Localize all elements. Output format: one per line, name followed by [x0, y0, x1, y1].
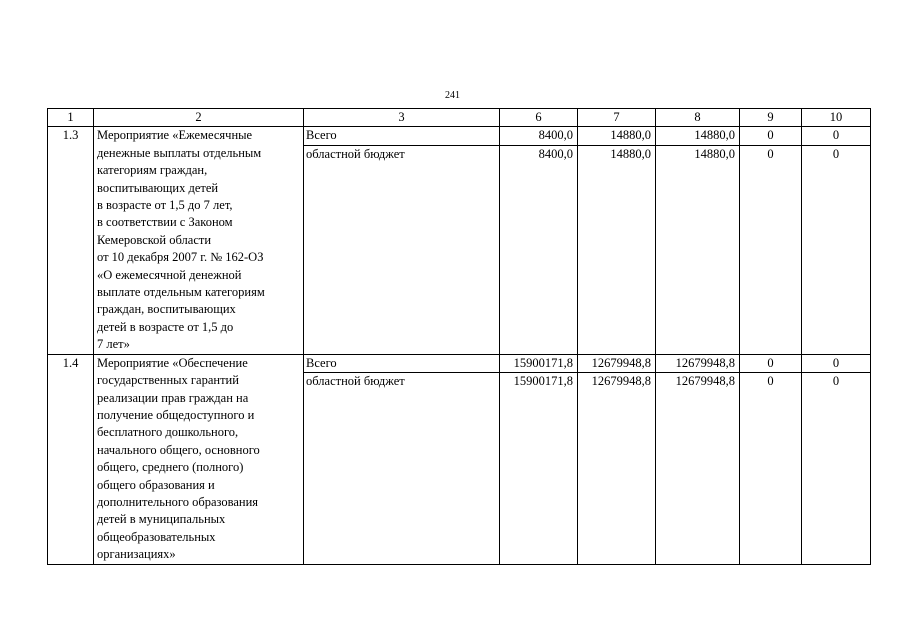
value-cell: 0: [740, 373, 802, 564]
value-cell: 0: [802, 145, 871, 354]
table-row: [48, 354, 871, 373]
header-cell: 10: [802, 109, 871, 127]
value-cell: 14880,0: [656, 145, 740, 354]
value-cell: 0: [740, 354, 802, 373]
value-cell: 0: [740, 127, 802, 146]
page-number: 241: [445, 90, 460, 101]
program-table: [47, 108, 871, 565]
header-cell: 8: [656, 109, 740, 127]
row-id: 1.4: [48, 354, 94, 564]
source-label: Всего: [304, 127, 500, 146]
header-cell: 1: [48, 109, 94, 127]
value-cell: 12679948,8: [656, 354, 740, 373]
value-cell: 14880,0: [578, 145, 656, 354]
row-description: Мероприятие «Ежемесячные денежные выплаты отдельным категориям граждан, воспитывающих детей в возрасте от 1,5 до 7 лет, в соответствии с Законом Кемеровской области от 10 декабря 2007 г. № 162-ОЗ «О ежемесячной денежной выплате отдельным категориям граждан, воспитывающих детей в возрасте от 1,5 до 7 лет»: [94, 127, 304, 354]
value-cell: 0: [802, 127, 871, 146]
row-description: Мероприятие «Обеспечение государственных гарантий реализации прав граждан на получение общедоступного и бесплатного дошкольного, начального общего, основного общего, среднего (полного) общего образования и дополнительного образования детей в муниципальных общеобразовательных организациях»: [94, 354, 304, 564]
header-cell: 3: [304, 109, 500, 127]
table-row: [48, 127, 871, 146]
value-cell: 8400,0: [500, 127, 578, 146]
value-cell: 0: [802, 354, 871, 373]
value-cell: 14880,0: [656, 127, 740, 146]
value-cell: 12679948,8: [656, 373, 740, 564]
value-cell: 14880,0: [578, 127, 656, 146]
row-id: 1.3: [48, 127, 94, 354]
value-cell: 0: [740, 145, 802, 354]
value-cell: 12679948,8: [578, 373, 656, 564]
value-cell: 15900171,8: [500, 354, 578, 373]
header-cell: 2: [94, 109, 304, 127]
header-cell: 9: [740, 109, 802, 127]
header-cell: 6: [500, 109, 578, 127]
source-label: областной бюджет: [304, 145, 500, 354]
source-label: областной бюджет: [304, 373, 500, 564]
source-label: Всего: [304, 354, 500, 373]
value-cell: 12679948,8: [578, 354, 656, 373]
header-cell: 7: [578, 109, 656, 127]
value-cell: 8400,0: [500, 145, 578, 354]
header-row: [48, 109, 871, 127]
value-cell: 15900171,8: [500, 373, 578, 564]
value-cell: 0: [802, 373, 871, 564]
